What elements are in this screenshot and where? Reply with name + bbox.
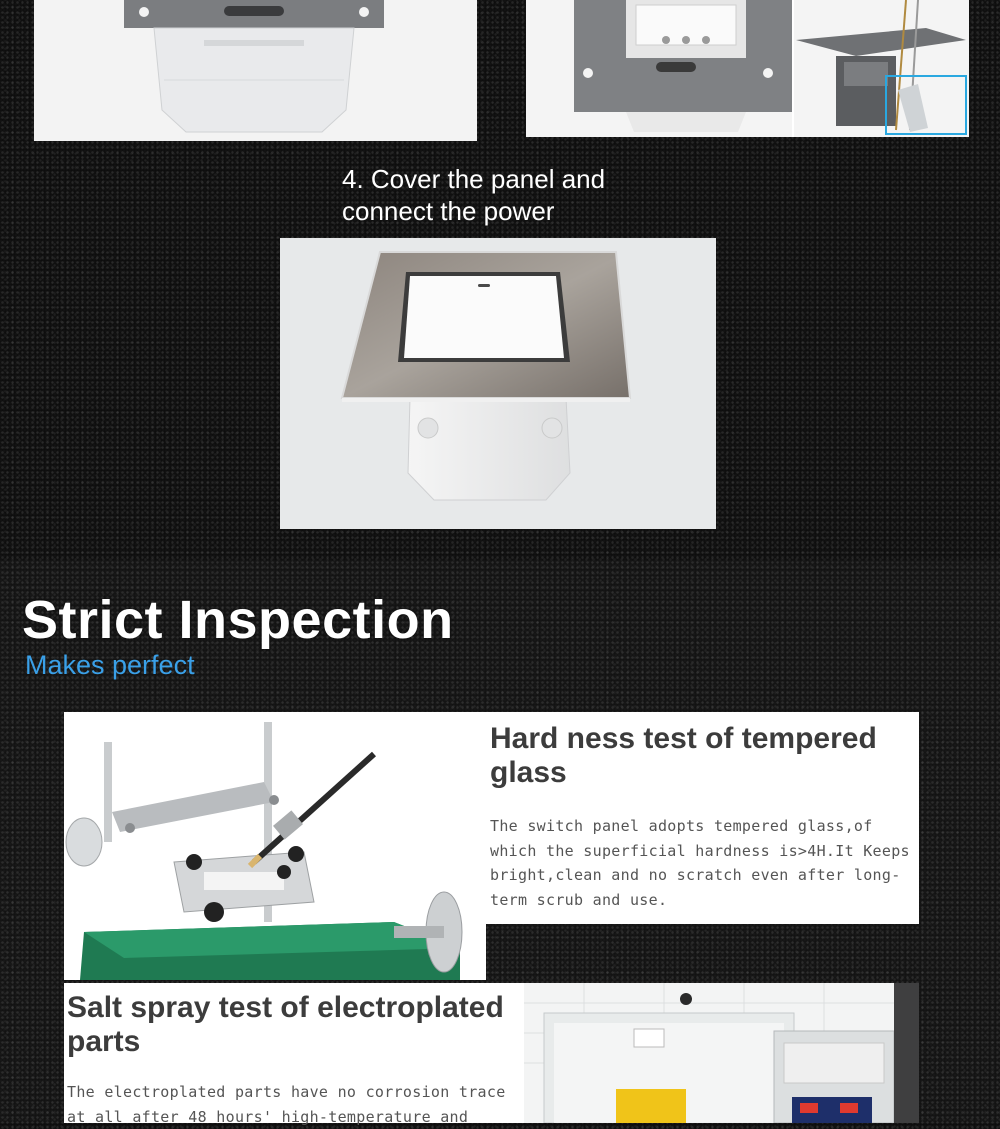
salt-spray-test-photo [524, 983, 919, 1123]
hardness-test-photo [64, 712, 486, 980]
install-photo-socket-wiring [526, 0, 969, 137]
hardness-test-description: The switch panel adopts tempered glass,of which the superficial hardness is>4H.It Keeps bright,clean and no scratch even after long-term scrub and use. [490, 817, 910, 909]
install-step-caption: 4. Cover the panel and connect the power [342, 164, 606, 226]
section-subtitle: Makes perfect [25, 650, 195, 680]
section-title: Strict Inspection [22, 590, 454, 650]
hardness-test-title: Hard ness test of tempered glass [490, 722, 877, 789]
salt-spray-test-description: The electroplated parts have no corrosion trace at all after 48 hours' high-temperature and [67, 1083, 506, 1126]
install-photo-finished-panel [280, 238, 716, 529]
install-photo-mounting-box [34, 0, 477, 141]
salt-spray-test-title: Salt spray test of electroplated parts [67, 991, 504, 1058]
